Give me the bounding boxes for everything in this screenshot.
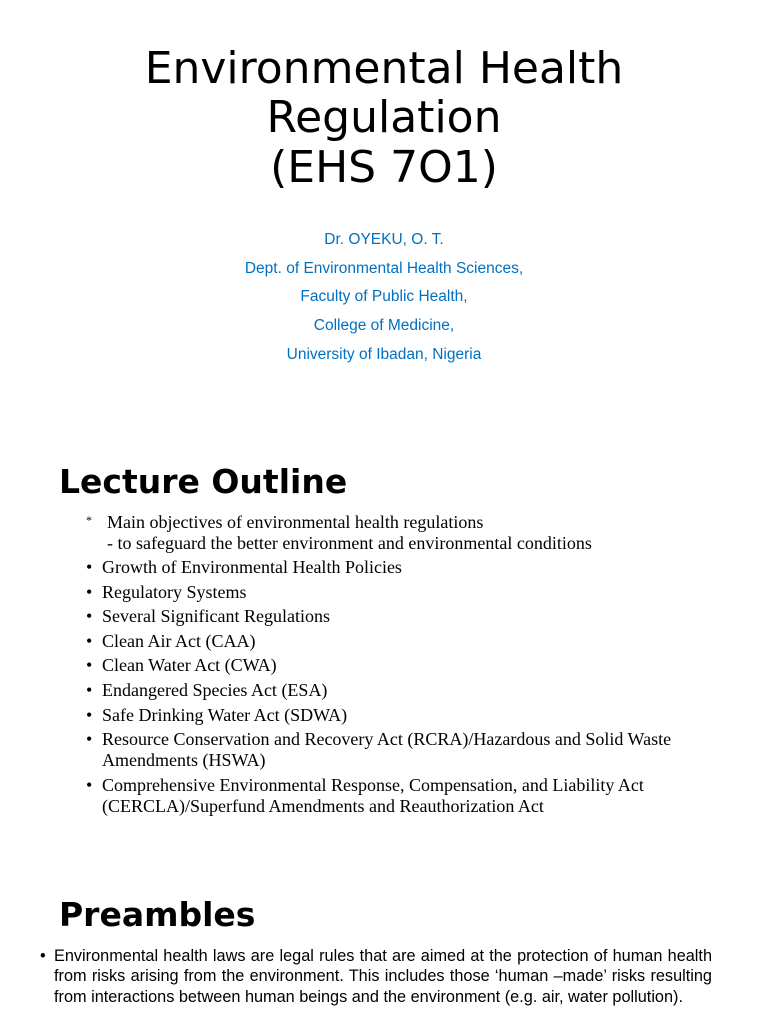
bullet-icon: • (86, 679, 93, 700)
outline-item (86, 729, 726, 771)
preamble-text: Environmental health laws are legal rules that are aimed at the protection of human health from risks arising from the environment. This includes those ‘human –made’ risks resulting from interactions between human beings and the environment (e.g. air, water pollution). (54, 947, 712, 1006)
preamble-paragraph (40, 946, 712, 1007)
outline-item (86, 775, 726, 817)
author-university: University of Ibadan, Nigeria (286, 346, 482, 363)
bullet-icon: • (86, 774, 93, 795)
bullet-icon: • (86, 655, 93, 676)
outline-item (86, 606, 726, 627)
author-department: Dept. of Environmental Health Sciences, (244, 260, 524, 277)
outline-item-text: Endangered Species Act (ESA) (102, 679, 328, 700)
bullet-icon: • (86, 630, 93, 651)
outline-item-text: Several Significant Regulations (102, 606, 330, 627)
outline-slide (0, 440, 768, 860)
outline-list (86, 512, 726, 820)
title-line-1: Environmental Health (144, 43, 624, 94)
outline-item-text: Safe Drinking Water Act (SDWA) (102, 704, 348, 725)
outline-item (86, 582, 726, 603)
bullet-icon: • (86, 606, 93, 627)
outline-item-objectives (86, 512, 726, 554)
outline-item-subtext: - to safeguard the better environment and environmental conditions (107, 533, 592, 553)
bullet-icon: • (86, 704, 93, 725)
bullet-icon: • (40, 947, 46, 965)
author-faculty: Faculty of Public Health, (300, 288, 468, 305)
outline-item (86, 655, 726, 676)
outline-item (86, 680, 726, 701)
outline-item-text: Main objectives of environmental health regulations (107, 512, 484, 532)
outline-item-text: Clean Air Act (CAA) (102, 630, 256, 651)
outline-item-text: Regulatory Systems (102, 581, 247, 602)
preambles-body (40, 946, 712, 1007)
title-line-3: (EHS 7O1) (270, 142, 498, 193)
asterisk-marker: * (86, 513, 92, 527)
preambles-slide (0, 860, 768, 1024)
outline-item-text: Resource Conservation and Recovery Act (RCRA)/Hazardous and Solid Waste Amendments (HSWA) (102, 729, 672, 771)
bullet-icon: • (86, 581, 93, 602)
bullet-icon: • (86, 557, 93, 577)
outline-item-text: Comprehensive Environmental Response, Compensation, and Liability Act (CERCLA)/Superfund Amendments and Reauthorization Act (102, 774, 644, 816)
outline-heading: Lecture Outline (59, 462, 348, 501)
title-slide (0, 0, 768, 440)
outline-item-text: Clean Water Act (CWA) (102, 655, 277, 676)
author-college: College of Medicine, (313, 317, 455, 334)
preambles-heading: Preambles (59, 895, 256, 934)
outline-item (86, 705, 726, 726)
author-name: Dr. OYEKU, O. T. (324, 231, 444, 248)
outline-item-text: Growth of Environmental Health Policies (102, 557, 402, 577)
outline-item (86, 557, 726, 578)
outline-item (86, 631, 726, 652)
bullet-icon: • (86, 729, 93, 750)
title-line-2: Regulation (266, 92, 502, 143)
